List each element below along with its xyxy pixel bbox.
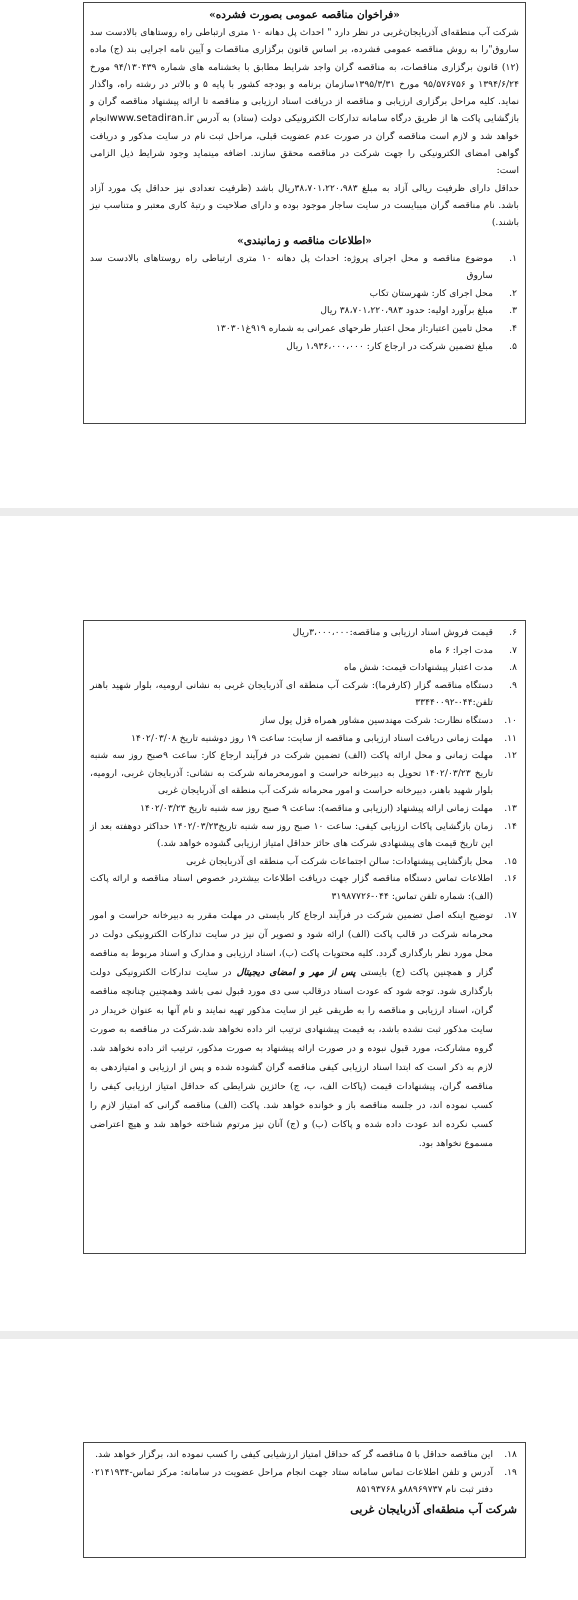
list-item: ۱۳. مهلت زمانی ارائه پیشنهاد (ارزیابی و مناقصه): ساعت ۹ صبح روز سه شنبه تاریخ ۱۴۰۲/۰۳/۲۳ — [140, 802, 517, 814]
list-item: ۱۶. اطلاعات تماس دستگاه مناقصه گزار جهت دریافت اطلاعات بیشتردر خصوص اسناد مناقصه و ارائه پاکت (الف): شماره تلفن تماس: ۰۴۴-۳۱۹۸۷۷۲۶ — [90, 873, 517, 902]
list-item: ۵. مبلغ تضمین شرکت در ارجاع کار: ۱،۹۳۶،۰۰۰،۰۰۰ ریال — [286, 340, 517, 352]
list-item: ۹. دستگاه مناقصه گزار (کارفرما): شرکت آب منطقه ای آذربایجان غربی به نشانی ارومیه، بلوار شهید باهنر تلفن:۰۴۴-۳۳۴۴۰۰۹۲ — [90, 679, 517, 709]
setad-url-link[interactable]: www.setadiran.ir — [109, 113, 194, 125]
list-item: ۱۲. مهلت زمانی و محل ارائه پاکت (الف) تضمین شرکت در فرآیند ارجاع کار: ساعت ۹صبح روز سه شنبه تاریخ ۱۴۰۲/۰۳/۲۳ تحویل به دبیرخانه حراست و امورمحرمانه شرکت به نشانی: آذربایجان غربی، ارومیه، بلوار شهید باهنر، دبیرخانه حراست و امور محرمانه شرکت آب منطقه ای آذربایجان غربی — [90, 750, 517, 797]
tender-info-list — [90, 250, 519, 356]
eligibility-conditions: حداقل دارای ظرفیت ریالی آزاد به مبلغ ۳۸،۷۰۱،۲۲۰،۹۸۳ریال باشد (ظرفیت تعدادی نیز حداقل یک مورد آزاد باشد. نام مناقصه گران میبایست در سایت ساجار موجود بوده و دارای صلاحیت و رتبهٔ کاری معتبر و متناسب نیز باشند.) — [90, 182, 520, 229]
list-item: ۳. مبلغ برآورد اولیه: حدود ۳۸،۷۰۱،۲۲۰،۹۸۳ ریال — [320, 305, 517, 317]
page-separator — [0, 1331, 578, 1339]
announcement-intro — [90, 24, 519, 180]
tender-contact-list — [90, 1446, 519, 1499]
list-item: ۱۹. آدرس و تلفن اطلاعات تماس سامانه ستاد جهت انجام مراحل عضویت در سامانه: مرکز تماس-۰۲۱۴۱۹۳۴ دفتر ثبت نام ۸۸۹۶۹۷۳۷و ۸۵۱۹۳۷۶۸ — [90, 1466, 517, 1496]
list-item: ۱۵. محل بازگشایی پیشنهادات: سالن اجتماعات شرکت آب منطقه ای آذربایجان غربی — [186, 855, 517, 867]
tender-details-box — [83, 620, 526, 1254]
list-item: ۱۷. توضیح اینکه اصل تضمین شرکت در فرآیند ارجاع کار بایستی در مهلت مقرر به دبیرخانه حراست و امور محرمانه شرکت در قالب پاکت (الف) ارائه شود و تصویر آن نیز در سایت تدارکات الکترونیکی دولت در محل مورد نظر بارگذاری گردد. کلیه محتویات پاکت (ب)، اسناد ارزیابی و مدارک و اسناد مربوط به مناقصه گزار و همچنین پاکت (ج) بایستی پس از مهر و امضای دیجیتال در سایت تدارکات الکترونیکی دولت بارگذاری شود. توجه شود که عودت اسناد درقالب سی دی مورد قبول نمی باشد وهمچنین چنانچه مناقصه گران، اسناد ارزیابی و مناقصه را به طریقی غیر از سایت مذکور تهیه نمایند و نام آنها به عنوان خریدار در سایت مذکور ثبت نشده باشد، به قیمت پیشنهادی ترتیب اثر داده نخواهد شد.شرکت در مناقصه به صورت گروه مشارکت، مورد قبول نبوده و در صورت ارائه پیشنهاد به صورت مذکور، ترتیب اثر داده نخواهد شد. لازم به ذکر است که ابتدا اسناد ارزیابی کیفی مناقصه گران گشوده شده و پس از ارزیابی و امتیازدهی به مناقصه گران، پیشنهادات قیمت (پاکات الف، ب، ج) حائزین شرایطی که حداقل امتیاز ارزیابی کیفی را کسب نموده اند، در جلسه مناقصه باز و خوانده خواهد شد. پاکت (الف) مناقصه گرانی که امتیاز لازم را کسب نکرده اند عودت داده شده و پاکات (ب) و (ج) آنان نیز مرتوم شناخته خواهد شد و هیچ اعتراضی مسموع نخواهد بود. — [90, 909, 517, 1149]
page-separator — [0, 508, 578, 516]
list-item: ۴. محل تامین اعتبار:از محل اعتبار طرحهای عمرانی به شماره ۹۱۹غ۱۳۰۳۰۱ — [215, 322, 517, 334]
list-item: ۱۸. این مناقصه حداقل با ۵ مناقصه گر که حداقل امتیاز ارزشیابی کیفی را کسب نموده اند، برگزار خواهد شد. — [95, 1449, 517, 1460]
schedule-heading: «اطلاعات مناقصه و زمانبندی» — [237, 234, 372, 247]
tender-announcement-box — [83, 2, 526, 424]
list-item: ۷. مدت اجرا: ۶ ماه — [429, 644, 517, 656]
list-item: ۱۱. مهلت زمانی دریافت اسناد ارزیابی و مناقصه از سایت: ساعت ۱۹ روز دوشنبه تاریخ ۱۴۰۲/۰۳/۰۸ — [131, 732, 517, 744]
tender-details-list — [90, 624, 519, 1153]
announcement-heading: «فراخوان مناقصه عمومی بصورت فشرده» — [209, 9, 400, 21]
intro-text-continued: انجام خواهد شد و لازم است مناقصه گران در صورت عدم عضویت قبلی، مراحل ثبت نام در سایت مذکور و دریافت گواهی امضای الکترونیکی را جهت شرکت در مناقصه محقق سازند. اضافه مینماید وجود شرایط ذیل الزامی است: — [90, 113, 519, 177]
intro-text: شرکت آب منطقه‌ای آذربایجان‌غربی در نظر دارد " احداث پل دهانه ۱۰ متری ارتباطی راه روستاهای بالادست سد ساروق"را به روش مناقصه عمومی فشرده، بر اساس قانون برگزاری مناقصات و آیین نامه اجرایی بند (ج) ماده (۱۲) قانون برگزاری مناقصات، به مناقصه گران واجد شرایط مطابق با بخشنامه های شماره ۹۴/۱۳۰۴۳۹ مورخ ۱۳۹۴/۶/۲۴ و ۹۵/۵۷۶۷۵۶ مورخ ۱۳۹۵/۳/۳۱سازمان برنامه و بودجه کشور با پایه ۵ و بالاتر در رشته راه، واگذار نماید. کلیه مراحل برگزاری ارزیابی و مناقصه از دریافت اسناد ارزیابی و مناقصه تا ارائه پیشنهاد مناقصه گران و بازگشایی پاکت ها از طریق درگاه سامانه تدارکات الکترونیکی دولت (ستاد) به آدرس — [90, 27, 520, 125]
list-item: ۱۴. زمان بازگشایی پاکات ارزیابی کیفی: ساعت ۱۰ صبح روز سه شنبه تاریخ۱۴۰۲/۰۳/۲۳ حداکثر دوهفته بعد از این تاریخ قیمت های پیشنهادی شرکت های حائز حداقل امتیاز ارزیابی گشوده خواهد شد.) — [90, 820, 517, 850]
company-signature: شرکت آب منطقه‌ای آذربایجان غربی — [350, 1502, 517, 1516]
list-item: ۲. محل اجرای کار: شهرستان تکاب — [369, 287, 517, 299]
list-item: ۶. قیمت فروش اسناد ارزیابی و مناقصه:۳،۰۰۰،۰۰۰ریال — [292, 627, 517, 638]
list-item: ۱۰. دستگاه نظارت: شرکت مهندسین مشاور همراه قزل یول ساز — [260, 714, 517, 726]
tender-contact-box — [83, 1442, 526, 1558]
list-item: ۱. موضوع مناقصه و محل اجرای پروژه: احداث پل دهانه ۱۰ متری ارتباطی راه روستاهای بالادست سد ساروق — [90, 252, 517, 282]
digital-signature-emphasis: پس از مهر و امضای دیجیتال — [236, 966, 356, 978]
list-item: ۸. مدت اعتبار پیشنهادات قیمت: شش ماه — [344, 662, 517, 674]
